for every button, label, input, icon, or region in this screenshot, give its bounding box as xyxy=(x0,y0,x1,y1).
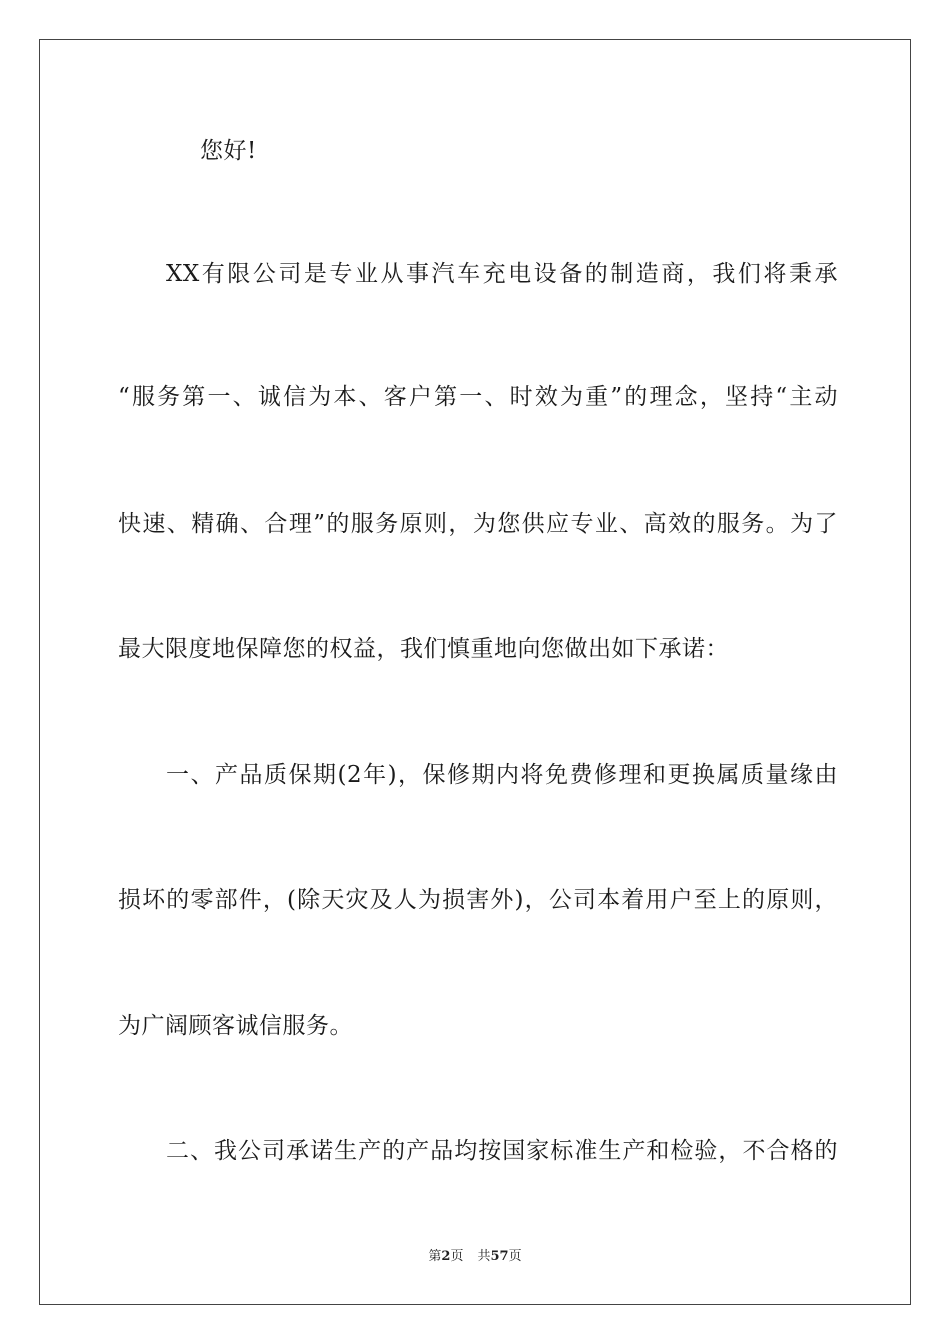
page-border xyxy=(39,39,911,1305)
paragraph-1-line-2: “服务第一、诚信为本、客户第一、时效为重”的理念，坚持“主动 xyxy=(118,384,838,410)
paragraph-2-line-3: 为广阔顾客诚信服务。 xyxy=(118,1013,353,1039)
paragraph-1-line-4: 最大限度地保障您的权益，我们慎重地向您做出如下承诺： xyxy=(118,636,729,662)
page-number-footer xyxy=(0,1248,950,1266)
total-page-count: 57 xyxy=(490,1249,509,1264)
greeting: 您好! xyxy=(200,138,257,164)
paragraph-1-line-1: XX有限公司是专业从事汽车充电设备的制造商，我们将秉承 xyxy=(166,261,838,287)
total-suffix: 页 xyxy=(508,1249,522,1264)
current-page-number: 2 xyxy=(441,1249,451,1264)
paragraph-2-line-2: 损坏的零部件，(除天灾及人为损害外)，公司本着用户至上的原则， xyxy=(118,887,838,913)
total-prefix: 共 xyxy=(477,1249,491,1264)
paragraph-2-line-1: 一、产品质保期(2年)，保修期内将免费修理和更换属质量缘由 xyxy=(166,762,838,788)
paragraph-1-line-3: 快速、精确、合理”的服务原则，为您供应专业、高效的服务。为了 xyxy=(118,511,838,537)
page-suffix: 页 xyxy=(450,1249,464,1264)
paragraph-3-line-1: 二、我公司承诺生产的产品均按国家标准生产和检验，不合格的 xyxy=(166,1138,838,1164)
page-prefix: 第 xyxy=(428,1249,442,1264)
